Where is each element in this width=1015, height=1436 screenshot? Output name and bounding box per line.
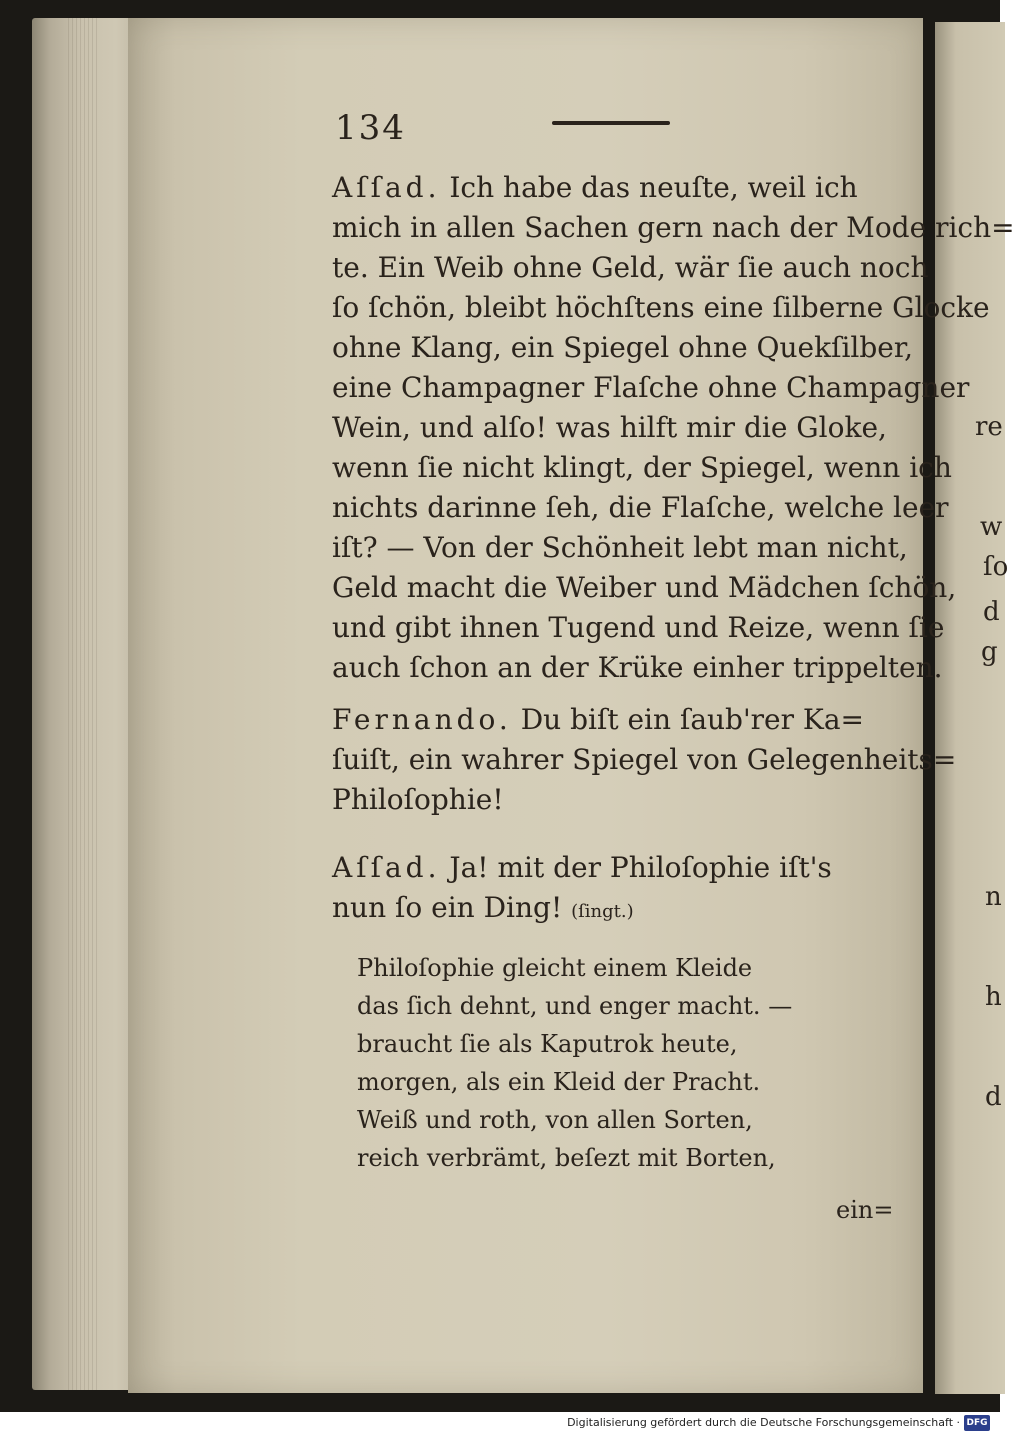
song-line: morgen, als ein Kleid der Pracht. [357,1068,761,1096]
line-text: te. Ein Weib ohne Geld, wär ſie auch noch [332,251,929,284]
facing-page-fragment: d [985,1082,1002,1112]
dfg-logo: DFG [964,1415,990,1431]
line-text: ſo ſchön, bleibt höchſtens eine ſilberne Glocke [332,291,990,324]
line-text: Du biſt ein ſaub'rer Ka= [511,703,864,736]
text-line [332,408,887,448]
facing-page-fragment: w [980,512,1003,542]
funding-notice: Digitalisierung gefördert durch die Deutsche Forschungsgemeinschaft · [567,1416,960,1429]
stage-direction: (ſingt.) [571,901,634,922]
header-rule [552,121,670,125]
text-line [332,568,956,608]
text-line [332,208,1015,248]
line-text: eine Champagner Flaſche ohne Champagner [332,371,970,404]
line-text: nun ſo ein Ding! [332,891,572,924]
text-line [332,848,832,888]
text-line [332,888,634,932]
text-line [332,528,908,568]
text-line [332,700,864,740]
line-text: Geld macht die Weiber und Mädchen ſchön, [332,571,957,604]
text-line [332,780,504,820]
text-line [332,488,949,528]
facing-page-fragment: re [975,412,1003,442]
speaker-name: Aſſad. [332,171,441,204]
facing-page-fragment: h [985,982,1002,1012]
line-text: nichts darinne ſeh, die Flaſche, welche leer [332,491,949,524]
text-line [332,740,956,780]
line-text: ohne Klang, ein Spiegel ohne Quekſilber, [332,331,914,364]
song-line: Philoſophie gleicht einem Kleide [357,954,753,982]
speaker-name: Fernando. [332,703,512,736]
catchword: ein= [836,1196,894,1224]
line-text: Philoſophie! [332,783,504,816]
line-text: und gibt ihnen Tugend und Reize, wenn ſie [332,611,945,644]
song-line: Weiß und roth, von allen Sorten, [357,1106,753,1134]
page-number: 134 [335,108,406,148]
line-text: Wein, und alſo! was hilft mir die Gloke, [332,411,887,444]
text-line [332,288,990,328]
facing-page-fragment: g [981,637,998,667]
line-text: auch ſchon an der Krüke einher trippelten. [332,651,943,684]
text-line [332,328,913,368]
text-line [332,368,969,408]
facing-page-fragment: n [985,882,1002,912]
text-line [332,448,952,488]
facing-page-fragment: ſo [983,552,1009,582]
song-line: braucht ſie als Kaputrok heute, [357,1030,738,1058]
line-text: ſuiſt, ein wahrer Spiegel von Gelegenheits= [332,743,957,776]
line-text: wenn ſie nicht klingt, der Spiegel, wenn ich [332,451,952,484]
footer-bar [0,1412,1000,1436]
speaker-name: Aſſad. [332,851,441,884]
line-text: mich in allen Sachen gern nach der Mode rich= [332,211,1015,244]
line-text: Ich habe das neuſte, weil ich [440,171,858,204]
text-line [332,168,858,208]
text-line [332,608,944,648]
text-line [332,248,929,288]
line-text: iſt? — Von der Schönheit lebt man nicht, [332,531,908,564]
facing-page-fragment: d [983,597,1000,627]
song-line: das ſich dehnt, und enger macht. — [357,992,793,1020]
song-line: reich verbrämt, beſezt mit Borten, [357,1144,776,1172]
text-line [332,648,943,688]
line-text: Ja! mit der Philoſophie iſt's [440,851,832,884]
